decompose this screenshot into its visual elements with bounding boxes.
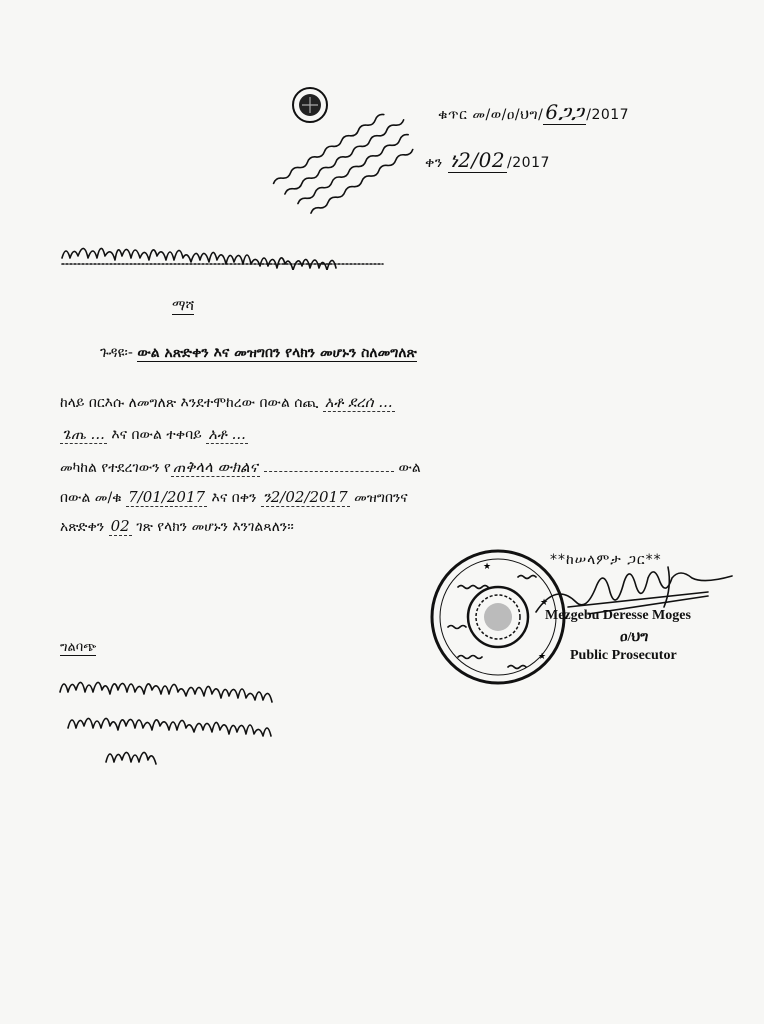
registration-date-handwritten: ን2/02/2017 xyxy=(262,488,348,506)
body-text-1: ከላይ በርእሱ ለመግለጽ እንደተሞከረው በውል ሰጪ xyxy=(60,395,319,411)
grantor-name-handwritten: አቶ ደረሰ ... xyxy=(324,393,393,411)
subject-label: ጉዳዩ፡- xyxy=(100,345,133,361)
closing-greeting: **ከሠላምታ ጋር** xyxy=(550,552,662,568)
officer-title: Public Prosecutor xyxy=(570,648,677,663)
to-word: ማሻ xyxy=(172,298,195,314)
contract-type-handwritten: ጠቅላላ ውክልና xyxy=(172,458,258,476)
reference-number xyxy=(438,100,629,125)
svg-text:★: ★ xyxy=(538,652,547,662)
date-label: ቀን xyxy=(425,155,443,171)
body-line-1 xyxy=(60,393,395,411)
officer-code: ዐ/ህግ xyxy=(620,630,649,645)
body-text-4-mid: እና በቀን xyxy=(211,490,257,506)
ref-handwritten: 6ጋጋ xyxy=(545,100,585,124)
cc-label: ግልባጭ xyxy=(60,640,97,655)
letterhead-text xyxy=(262,98,442,218)
svg-text:★: ★ xyxy=(540,598,549,608)
page-count-handwritten: 02 xyxy=(110,517,130,535)
blank-line xyxy=(264,471,394,472)
subject-text: ውል አጽድቀን እና መዝግበን የላክን መሆኑን ስለመግለጽ xyxy=(137,345,417,361)
body-text-4-end: መዝግበንና xyxy=(354,490,408,506)
svg-text:★: ★ xyxy=(483,562,492,572)
body-text-5-end: ገጽ የላክን መሆኑን እንገልጻለን፡፡ xyxy=(136,519,294,535)
addressee-handwriting xyxy=(58,230,388,270)
body-text-2: እና በውል ተቀባይ xyxy=(111,427,202,443)
grantor-name-cont-handwritten: ጌጤ ... xyxy=(62,425,105,443)
subject-line xyxy=(100,345,417,361)
addressee xyxy=(58,230,388,270)
body-line-3 xyxy=(60,458,421,476)
body-text-3-end: ውል xyxy=(398,460,421,476)
reference-date xyxy=(425,148,550,173)
date-year: /2017 xyxy=(507,155,550,171)
ref-year: /2017 xyxy=(586,107,630,123)
ref-prefix: መ/ወ/ዐ/ህግ/ xyxy=(472,107,544,123)
body-text-4: በውል መ/ቁ xyxy=(60,490,122,506)
ref-label: ቁጥር xyxy=(438,107,468,123)
body-line-4 xyxy=(60,488,408,506)
date-handwritten: ነ2/02 xyxy=(449,148,506,172)
body-line-5 xyxy=(60,517,294,535)
contract-number-handwritten: 7/01/2017 xyxy=(128,488,206,506)
body-line-2 xyxy=(60,425,248,443)
body-text-5: አጽድቀን xyxy=(60,519,105,535)
cc-handwriting xyxy=(58,670,358,780)
grantee-name-handwritten: አቶ ... xyxy=(208,425,246,443)
officer-name: Mezgebu Deresse Moges xyxy=(545,608,691,623)
body-text-3: መካከል የተደረገውን የ xyxy=(60,460,171,476)
